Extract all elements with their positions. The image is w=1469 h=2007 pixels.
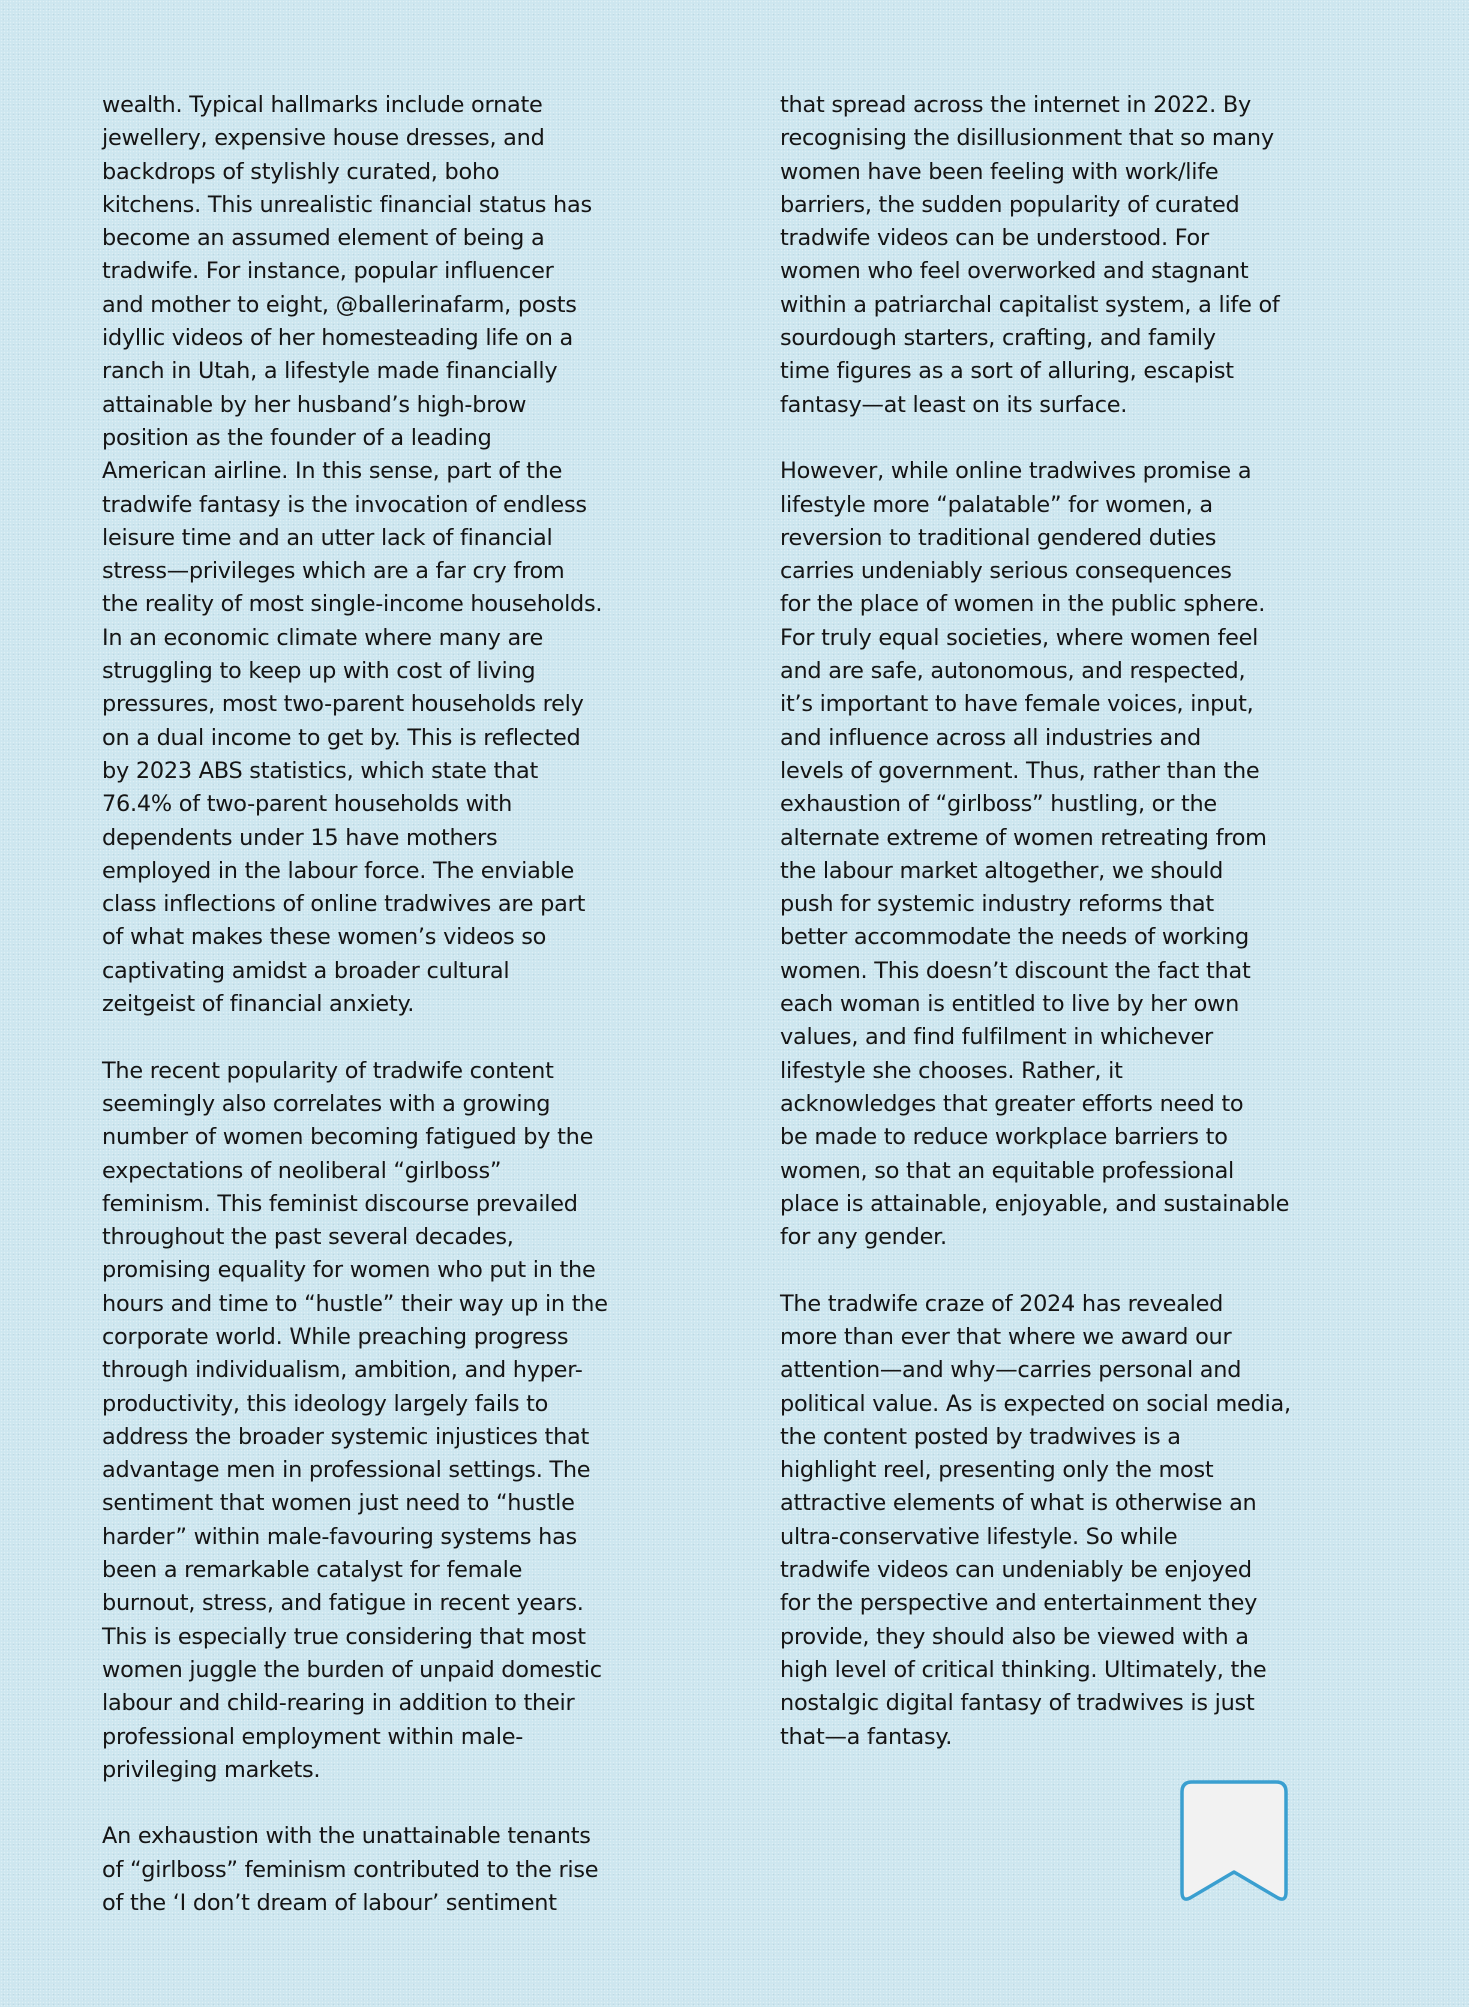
paragraph-exhaustion: An exhaustion with the unattainable tenants of “girlboss” feminism contributed to the rise of the ‘I don’t dream of labour’ sentiment [102,1823,599,1917]
bookmark-icon [1180,1780,1288,1904]
paragraph-wealth-hallmarks: wealth. Typical hallmarks include ornate jewellery, expensive house dresses, and backdrops of stylishly curated, boho kitchens. This unrealistic financial status has become an assumed element of being a tradwife. For instance, popular influencer and mother to eight, @ballerinafarm, posts idyllic videos of her homesteading life on a ranch in Utah, a lifestyle made financially attainable by her husband’s high-brow position as the founder of a leading American airline. In this sense, part of the tradwife fantasy is the invocation of endless leisure time and an utter lack of financial stress—privileges which are a far cry from the reality of most single-income households. In an economic climate where many are struggling to keep up with cost of living pressures, most two-parent households rely on a dual income to get by. This is reflected by 2023 ABS statistics, which state that 76.4% of two-parent households with dependents under 15 have mothers employed in the labour force. The enviable class inflections of online tradwives are part of what makes these women’s videos so captivating amidst a broader cultural zeitgeist of financial anxiety. [102,92,603,1018]
paragraph-consequences: However, while online tradwives promise a lifestyle more “palatable” for women, a reversion to traditional gendered duties carries undeniably serious consequences for the place of women in the public sphere. For truly equal societies, where women feel and are safe, autonomous, and respected, it’s important to have female voices, input, and influence across all industries and levels of government. Thus, rather than the exhaustion of “girlboss” hustling, or the alternate extreme of women retreating from the labour market altogether, we should push for systemic industry reforms that better accommodate the needs of working women. This doesn’t discount the fact that each woman is entitled to live by her own values, and find fulfilment in whichever lifestyle she chooses. Rather, it acknowledges that greater efforts need to be made to reduce workplace barriers to women, so that an equitable professional place is attainable, enjoyable, and sustainable for any gender. [780,458,1290,1251]
left-column [102,89,647,1920]
paragraph-conclusion: The tradwife craze of 2024 has revealed more than ever that where we award our attention—and why—carries personal and political value. As is expected on social media, the content posted by tradwives is a highlight reel, presenting only the most attractive elements of what is otherwise an ultra-conservative lifestyle. So while tradwife videos can undeniably be enjoyed for the perspective and entertainment they provide, they should also be viewed with a high level of critical thinking. Ultimately, the nostalgic digital fantasy of tradwives is just that—a fantasy. [780,1290,1291,1750]
bookmark-shape [1182,1782,1286,1899]
right-column [780,89,1325,1754]
paragraph-girlboss-fatigue: The recent popularity of tradwife content seemingly also correlates with a growing number of women becoming fatigued by the expectations of neoliberal “girlboss” feminism. This feminist discourse prevailed throughout the past several decades, promising equality for women who put in the hours and time to “hustle” their way up in the corporate world. While preaching progress through individualism, ambition, and hyper- productivity, this ideology largely fails to address the broader systemic injustices that advantage men in professional settings. The sentiment that women just need to “hustle harder” within male-favouring systems has been a remarkable catalyst for female burnout, stress, and fatigue in recent years. This is especially true considering that most women juggle the burden of unpaid domestic labour and child-rearing in addition to their professional employment within male- privileging markets. [102,1057,608,1783]
paragraph-disillusionment: that spread across the internet in 2022. By recognising the disillusionment that so many women have been feeling with work/life barriers, the sudden popularity of curated tradwife videos can be understood. For women who feel overworked and stagnant within a patriarchal capitalist system, a life of sourdough starters, crafting, and family time figures as a sort of alluring, escapist fantasy—at least on its surface. [780,92,1280,418]
